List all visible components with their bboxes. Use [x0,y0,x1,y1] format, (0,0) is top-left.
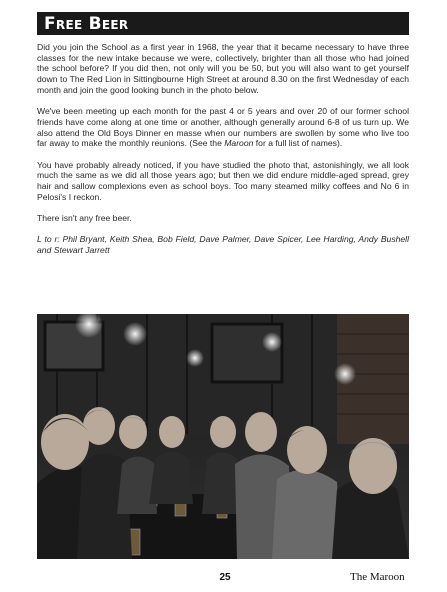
title-banner [37,12,409,35]
article-title: Free Beer [44,14,129,34]
group-photo [37,314,409,559]
magazine-name: The Maroon [350,571,405,583]
group-photo-image [37,314,409,559]
paragraph-2-text-b: for a full list of names). [253,138,343,149]
photo-caption: L to r: Phil Bryant, Keith Shea, Bob Field, Dave Palmer, Dave Spicer, Lee Harding, Andy Bushell and Stewart Jarrett [37,234,409,255]
maroon-reference: Maroon [224,138,254,149]
paragraph-4: There isn't any free beer. [37,212,132,223]
page-number: 25 [219,572,231,583]
article-body [37,42,409,266]
paragraph-2-text-a: We've been meeting up each month for the past 4 or 5 years and over 20 of our former school friends have come along at one time or another, although generally around 6-8 of us turn up. We also attend the Old Boys Dinner en masse when our numbers are swollen by some who live too far away to make the monthly reunions. (See the [37,106,409,149]
paragraph-3: You have probably already noticed, if you have studied the photo that, astonishingly, we all look much the same as we did all those years ago; but then we did endure middle-aged spread, grey hair and sallow complexions even as school boys. Too many steamed milky coffees and No 6 in Pelosi's I reckon. [37,159,409,202]
paragraph-1: Did you join the School as a first year in 1968, the year that it became necessary to have three classes for the new intake because we were, collectively, brighter than all those who had joined the school before? If you did then, not only will you be 50, but you will also want to get yourself down to The Red Lion in Sittingbourne High Street at around 8.30 on the first Wednesday of each month and join the good looking bunch in the photo below. [37,42,409,95]
paragraph-2 [37,106,409,149]
